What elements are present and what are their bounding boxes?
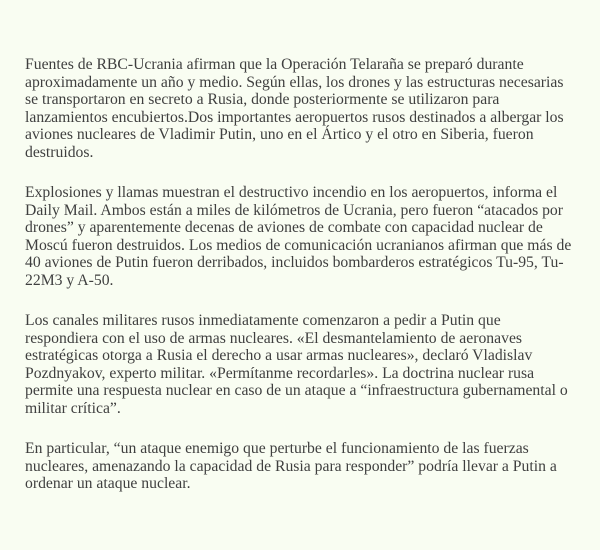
paragraph-airport-attack: Explosiones y llamas muestran el destructivo incendio en los aeropuertos, informa el Daily Mail. Ambos están a miles de kilómetros de Ucrania, pero fueron “atacados por drones” y aparentemente decenas de aviones de combate con capacidad nuclear de Moscú fueron destruidos. Los medios de comunicación ucranianos afirman que más de 40 aviones de Putin fueron derribados, incluidos bombarderos estratégicos Tu-95, Tu-22M3 y A-50. (25, 184, 572, 289)
paragraph-nuclear-response-calls: Los canales militares rusos inmediatamente comenzaron a pedir a Putin que respondiera con el uso de armas nucleares. «El desmantelamiento de aeronaves estratégicas otorga a Rusia el derecho a usar armas nucleares», declaró Vladislav Pozdnyakov, experto militar. «Permítanme recordarles». La doctrina nuclear rusa permite una respuesta nuclear en caso de un ataque a “infraestructura gubernamental o militar crítica”. (25, 312, 568, 417)
paragraph-operation-preparation: Fuentes de RBC-Ucrania afirman que la Operación Telaraña se preparó durante aproximadamente un año y medio. Según ellas, los drones y las estructuras necesarias se transportaron en secreto a Rusia, donde posteriormente se utilizaron para lanzamientos encubiertos.Dos importantes aeropuertos rusos destinados a albergar los aviones nucleares de Vladimir Putin, uno en el Ártico y el otro en Siberia, fueron destruidos. (25, 56, 564, 161)
paragraph-nuclear-doctrine: En particular, “un ataque enemigo que perturbe el funcionamiento de las fuerzas nucleares, amenazando la capacidad de Rusia para responder” podría llevar a Putin a ordenar un ataque nuclear. (25, 440, 557, 492)
